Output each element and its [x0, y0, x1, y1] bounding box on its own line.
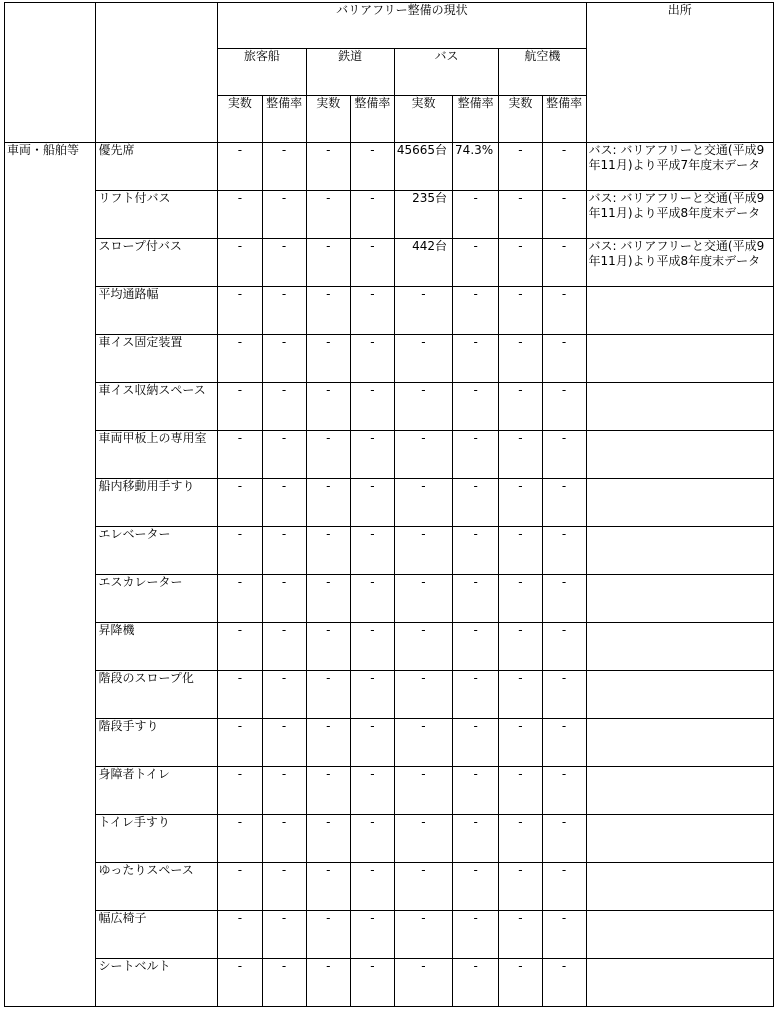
- value-cell: -: [394, 575, 452, 623]
- item-label: 階段のスロープ化: [96, 671, 218, 719]
- value-cell: -: [218, 767, 262, 815]
- value-cell: -: [542, 623, 586, 671]
- value-cell: -: [306, 239, 350, 287]
- value-cell: -: [542, 575, 586, 623]
- value-cell: -: [453, 575, 499, 623]
- value-cell: -: [306, 959, 350, 1007]
- value-cell: -: [306, 575, 350, 623]
- value-cell: -: [453, 815, 499, 863]
- value-cell: -: [453, 623, 499, 671]
- mode-rail: 鉄道: [306, 49, 394, 96]
- value-cell: -: [542, 383, 586, 431]
- table-row: [5, 383, 774, 431]
- value-cell: -: [350, 383, 394, 431]
- value-cell: -: [394, 671, 452, 719]
- item-label: 車イス収納スペース: [96, 383, 218, 431]
- value-cell: -: [306, 815, 350, 863]
- value-cell: -: [499, 959, 542, 1007]
- source-cell: [586, 623, 773, 671]
- value-cell: 45665台: [394, 143, 452, 191]
- table-row: [5, 287, 774, 335]
- value-cell: -: [499, 479, 542, 527]
- source-title: 出所: [586, 3, 773, 143]
- item-label: シートベルト: [96, 959, 218, 1007]
- value-cell: -: [499, 671, 542, 719]
- value-cell: -: [306, 623, 350, 671]
- value-cell: -: [218, 431, 262, 479]
- item-label: 平均通路幅: [96, 287, 218, 335]
- source-cell: [586, 431, 773, 479]
- value-cell: -: [306, 479, 350, 527]
- value-cell: -: [542, 959, 586, 1007]
- value-cell: -: [218, 575, 262, 623]
- value-cell: -: [394, 911, 452, 959]
- sub-rate: 整備率: [453, 96, 499, 143]
- value-cell: -: [218, 239, 262, 287]
- value-cell: -: [350, 287, 394, 335]
- value-cell: -: [350, 911, 394, 959]
- value-cell: -: [394, 623, 452, 671]
- value-cell: -: [218, 287, 262, 335]
- source-cell: [586, 383, 773, 431]
- sub-actual: 実数: [499, 96, 542, 143]
- item-label: 船内移動用手すり: [96, 479, 218, 527]
- value-cell: -: [262, 959, 306, 1007]
- sub-actual: 実数: [306, 96, 350, 143]
- value-cell: -: [218, 911, 262, 959]
- value-cell: -: [262, 623, 306, 671]
- value-cell: -: [499, 719, 542, 767]
- blank-header-cell: [5, 3, 96, 143]
- value-cell: -: [542, 239, 586, 287]
- header-row-1: [5, 3, 774, 49]
- value-cell: -: [218, 623, 262, 671]
- value-cell: -: [499, 527, 542, 575]
- value-cell: -: [262, 287, 306, 335]
- value-cell: -: [453, 431, 499, 479]
- value-cell: -: [350, 623, 394, 671]
- value-cell: -: [542, 863, 586, 911]
- value-cell: -: [499, 767, 542, 815]
- value-cell: -: [453, 287, 499, 335]
- source-cell: [586, 527, 773, 575]
- value-cell: -: [542, 911, 586, 959]
- value-cell: -: [262, 191, 306, 239]
- value-cell: -: [542, 335, 586, 383]
- value-cell: -: [218, 815, 262, 863]
- value-cell: -: [453, 191, 499, 239]
- value-cell: -: [499, 239, 542, 287]
- source-cell: [586, 767, 773, 815]
- blank-header-cell: [96, 3, 218, 143]
- value-cell: -: [262, 383, 306, 431]
- table-row: [5, 239, 774, 287]
- table-row: [5, 431, 774, 479]
- value-cell: -: [542, 287, 586, 335]
- table-row: [5, 959, 774, 1007]
- value-cell: -: [350, 479, 394, 527]
- value-cell: -: [453, 719, 499, 767]
- source-cell: [586, 575, 773, 623]
- value-cell: -: [262, 815, 306, 863]
- item-label: ゆったりスペース: [96, 863, 218, 911]
- value-cell: -: [218, 527, 262, 575]
- value-cell: -: [542, 767, 586, 815]
- table-row: [5, 767, 774, 815]
- value-cell: -: [499, 143, 542, 191]
- value-cell: -: [218, 143, 262, 191]
- value-cell: -: [394, 335, 452, 383]
- item-label: 身障者トイレ: [96, 767, 218, 815]
- barrier-free-table: [4, 2, 774, 1007]
- item-label: トイレ手すり: [96, 815, 218, 863]
- value-cell: -: [499, 287, 542, 335]
- value-cell: -: [453, 863, 499, 911]
- item-label: 優先席: [96, 143, 218, 191]
- source-cell: [586, 863, 773, 911]
- value-cell: -: [394, 863, 452, 911]
- item-label: リフト付バス: [96, 191, 218, 239]
- value-cell: -: [394, 959, 452, 1007]
- source-cell: [586, 671, 773, 719]
- value-cell: -: [306, 383, 350, 431]
- value-cell: -: [306, 527, 350, 575]
- value-cell: -: [218, 335, 262, 383]
- mode-air: 航空機: [499, 49, 586, 96]
- value-cell: 74.3%: [453, 143, 499, 191]
- value-cell: -: [306, 911, 350, 959]
- table-row: [5, 911, 774, 959]
- value-cell: -: [453, 383, 499, 431]
- value-cell: -: [350, 815, 394, 863]
- value-cell: -: [453, 527, 499, 575]
- item-label: 車イス固定装置: [96, 335, 218, 383]
- value-cell: -: [218, 863, 262, 911]
- table-row: [5, 863, 774, 911]
- value-cell: -: [350, 431, 394, 479]
- table-row: [5, 335, 774, 383]
- value-cell: -: [542, 815, 586, 863]
- value-cell: -: [499, 575, 542, 623]
- value-cell: -: [542, 671, 586, 719]
- sub-actual: 実数: [218, 96, 262, 143]
- value-cell: -: [350, 239, 394, 287]
- value-cell: -: [394, 527, 452, 575]
- value-cell: -: [350, 959, 394, 1007]
- table-row: [5, 719, 774, 767]
- item-label: 階段手すり: [96, 719, 218, 767]
- value-cell: 442台: [394, 239, 452, 287]
- sub-rate: 整備率: [542, 96, 586, 143]
- table-row: [5, 527, 774, 575]
- table-row: [5, 575, 774, 623]
- value-cell: -: [262, 767, 306, 815]
- value-cell: -: [350, 671, 394, 719]
- value-cell: -: [453, 479, 499, 527]
- item-label: スロープ付バス: [96, 239, 218, 287]
- value-cell: -: [218, 479, 262, 527]
- value-cell: -: [262, 911, 306, 959]
- value-cell: -: [394, 815, 452, 863]
- value-cell: -: [542, 431, 586, 479]
- value-cell: 235台: [394, 191, 452, 239]
- value-cell: -: [499, 623, 542, 671]
- value-cell: -: [306, 767, 350, 815]
- source-cell: [586, 335, 773, 383]
- category-cell: 車両・船舶等: [5, 143, 96, 1007]
- value-cell: -: [394, 287, 452, 335]
- value-cell: -: [453, 911, 499, 959]
- table-row: [5, 815, 774, 863]
- value-cell: -: [262, 479, 306, 527]
- sub-actual: 実数: [394, 96, 452, 143]
- value-cell: -: [350, 863, 394, 911]
- value-cell: -: [499, 863, 542, 911]
- value-cell: -: [306, 671, 350, 719]
- sub-rate: 整備率: [350, 96, 394, 143]
- source-cell: [586, 959, 773, 1007]
- value-cell: -: [262, 575, 306, 623]
- table-row: [5, 143, 774, 191]
- value-cell: -: [453, 767, 499, 815]
- value-cell: -: [262, 719, 306, 767]
- value-cell: -: [262, 143, 306, 191]
- value-cell: -: [218, 719, 262, 767]
- value-cell: -: [394, 719, 452, 767]
- source-cell: [586, 719, 773, 767]
- value-cell: -: [499, 431, 542, 479]
- item-label: 昇降機: [96, 623, 218, 671]
- value-cell: -: [262, 431, 306, 479]
- table-wrapper: [4, 2, 774, 1007]
- value-cell: -: [262, 239, 306, 287]
- value-cell: -: [542, 143, 586, 191]
- value-cell: -: [306, 143, 350, 191]
- value-cell: -: [453, 671, 499, 719]
- value-cell: -: [218, 671, 262, 719]
- value-cell: -: [218, 959, 262, 1007]
- value-cell: -: [306, 719, 350, 767]
- source-cell: [586, 815, 773, 863]
- value-cell: -: [306, 863, 350, 911]
- item-label: 車両甲板上の専用室: [96, 431, 218, 479]
- value-cell: -: [262, 671, 306, 719]
- value-cell: -: [350, 191, 394, 239]
- value-cell: -: [218, 191, 262, 239]
- item-label: 幅広椅子: [96, 911, 218, 959]
- source-cell: [586, 911, 773, 959]
- value-cell: -: [499, 191, 542, 239]
- item-label: エスカレーター: [96, 575, 218, 623]
- value-cell: -: [542, 719, 586, 767]
- value-cell: -: [394, 383, 452, 431]
- value-cell: -: [350, 575, 394, 623]
- value-cell: -: [306, 335, 350, 383]
- value-cell: -: [350, 335, 394, 383]
- value-cell: -: [350, 143, 394, 191]
- value-cell: -: [262, 863, 306, 911]
- value-cell: -: [262, 527, 306, 575]
- value-cell: -: [542, 479, 586, 527]
- value-cell: -: [394, 767, 452, 815]
- value-cell: -: [453, 335, 499, 383]
- value-cell: -: [499, 911, 542, 959]
- value-cell: -: [306, 287, 350, 335]
- value-cell: -: [453, 959, 499, 1007]
- source-cell: バス: バリアフリーと交通(平成9年11月)より平成8年度末データ: [586, 239, 773, 287]
- value-cell: -: [306, 191, 350, 239]
- mode-ship: 旅客船: [218, 49, 306, 96]
- table-row: [5, 623, 774, 671]
- value-cell: -: [542, 527, 586, 575]
- source-cell: バス: バリアフリーと交通(平成9年11月)より平成8年度末データ: [586, 191, 773, 239]
- status-title: バリアフリー整備の現状: [218, 3, 586, 49]
- sub-rate: 整備率: [262, 96, 306, 143]
- value-cell: -: [350, 767, 394, 815]
- value-cell: -: [350, 719, 394, 767]
- table-row: [5, 479, 774, 527]
- value-cell: -: [306, 431, 350, 479]
- value-cell: -: [350, 527, 394, 575]
- mode-bus: バス: [394, 49, 498, 96]
- source-cell: バス: バリアフリーと交通(平成9年11月)より平成7年度末データ: [586, 143, 773, 191]
- value-cell: -: [542, 191, 586, 239]
- value-cell: -: [499, 383, 542, 431]
- value-cell: -: [218, 383, 262, 431]
- value-cell: -: [262, 335, 306, 383]
- value-cell: -: [394, 431, 452, 479]
- source-cell: [586, 479, 773, 527]
- value-cell: -: [499, 815, 542, 863]
- item-label: エレベーター: [96, 527, 218, 575]
- table-row: [5, 671, 774, 719]
- value-cell: -: [453, 239, 499, 287]
- value-cell: -: [394, 479, 452, 527]
- value-cell: -: [499, 335, 542, 383]
- table-row: [5, 191, 774, 239]
- source-cell: [586, 287, 773, 335]
